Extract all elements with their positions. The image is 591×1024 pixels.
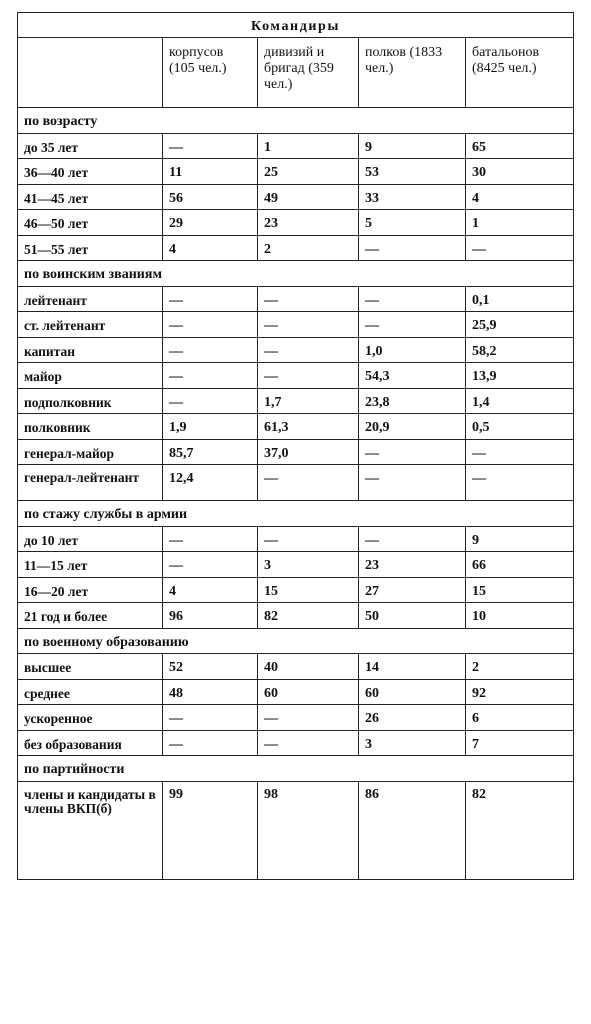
- table-row: [18, 184, 574, 210]
- table-cell: —: [466, 439, 574, 465]
- row-label: 41—45 лет: [18, 184, 163, 210]
- row-label: 51—55 лет: [18, 235, 163, 261]
- table-cell: —: [258, 337, 359, 363]
- table-row: [18, 552, 574, 578]
- table-cell: 11: [163, 159, 258, 185]
- section-row: [18, 261, 574, 287]
- row-label: 11—15 лет: [18, 552, 163, 578]
- table-cell: —: [163, 388, 258, 414]
- table-row: [18, 730, 574, 756]
- row-label: 46—50 лет: [18, 210, 163, 236]
- table-cell: 2: [258, 235, 359, 261]
- column-header: дивизий и бригад (359 чел.): [258, 38, 359, 108]
- table-cell: —: [258, 705, 359, 731]
- table-cell: 37,0: [258, 439, 359, 465]
- table-row: [18, 603, 574, 629]
- table-cell: —: [258, 363, 359, 389]
- table-cell: 9: [466, 526, 574, 552]
- table-cell: 56: [163, 184, 258, 210]
- table-cell: 6: [466, 705, 574, 731]
- table-cell: —: [359, 439, 466, 465]
- table-cell: 49: [258, 184, 359, 210]
- table-cell: 26: [359, 705, 466, 731]
- table-cell: —: [163, 526, 258, 552]
- table-row: [18, 388, 574, 414]
- row-label: среднее: [18, 679, 163, 705]
- table-row: [18, 210, 574, 236]
- table-cell: 52: [163, 654, 258, 680]
- table-cell: 3: [359, 730, 466, 756]
- table-cell: —: [163, 730, 258, 756]
- table-row: [18, 286, 574, 312]
- table-row: [18, 414, 574, 440]
- table-cell: —: [359, 465, 466, 501]
- table-cell: 7: [466, 730, 574, 756]
- table-cell: 12,4: [163, 465, 258, 501]
- table-cell: —: [466, 465, 574, 501]
- table-cell: —: [466, 235, 574, 261]
- table-cell: 66: [466, 552, 574, 578]
- table-cell: 4: [163, 577, 258, 603]
- table-cell: —: [163, 337, 258, 363]
- document-page: [17, 12, 573, 880]
- table-cell: 96: [163, 603, 258, 629]
- table-cell: 1,7: [258, 388, 359, 414]
- row-label: ст. лейтенант: [18, 312, 163, 338]
- table-cell: 15: [258, 577, 359, 603]
- section-row: [18, 628, 574, 654]
- table-cell: 30: [466, 159, 574, 185]
- section-row: [18, 108, 574, 134]
- section-title: по возрасту: [18, 108, 574, 134]
- table-cell: 86: [359, 781, 466, 879]
- table-cell: —: [163, 363, 258, 389]
- section-row: [18, 756, 574, 782]
- table-cell: 98: [258, 781, 359, 879]
- row-label: высшее: [18, 654, 163, 680]
- section-title: по воинским званиям: [18, 261, 574, 287]
- table-cell: 82: [466, 781, 574, 879]
- table-cell: 23: [359, 552, 466, 578]
- table-cell: 27: [359, 577, 466, 603]
- row-label: члены и кандидаты в члены ВКП(б): [18, 781, 163, 879]
- header-corner: [18, 38, 163, 108]
- table-cell: 1,4: [466, 388, 574, 414]
- table-cell: 92: [466, 679, 574, 705]
- column-header: корпусов (105 чел.): [163, 38, 258, 108]
- row-label: генерал-лейтенант: [18, 465, 163, 501]
- table-cell: 65: [466, 133, 574, 159]
- table-cell: 40: [258, 654, 359, 680]
- table-cell: 58,2: [466, 337, 574, 363]
- table-cell: 82: [258, 603, 359, 629]
- table-row: [18, 465, 574, 501]
- table-cell: 53: [359, 159, 466, 185]
- table-cell: —: [163, 133, 258, 159]
- table-cell: 2: [466, 654, 574, 680]
- table-cell: —: [359, 235, 466, 261]
- table-cell: 61,3: [258, 414, 359, 440]
- table-title: Командиры: [18, 13, 574, 38]
- table-cell: 13,9: [466, 363, 574, 389]
- row-label: лейтенант: [18, 286, 163, 312]
- table-cell: 10: [466, 603, 574, 629]
- table-row: [18, 235, 574, 261]
- table-cell: 48: [163, 679, 258, 705]
- row-label: 16—20 лет: [18, 577, 163, 603]
- column-header: батальонов (8425 чел.): [466, 38, 574, 108]
- table-cell: —: [359, 526, 466, 552]
- table-cell: 4: [466, 184, 574, 210]
- table-cell: 0,5: [466, 414, 574, 440]
- table-cell: —: [258, 312, 359, 338]
- title-row: [18, 13, 574, 38]
- table-cell: 25,9: [466, 312, 574, 338]
- table-row: [18, 337, 574, 363]
- row-label: ускоренное: [18, 705, 163, 731]
- table-cell: 25: [258, 159, 359, 185]
- table-cell: 33: [359, 184, 466, 210]
- row-label: капитан: [18, 337, 163, 363]
- table-cell: 1: [466, 210, 574, 236]
- section-title: по партийности: [18, 756, 574, 782]
- table-row: [18, 679, 574, 705]
- section-title: по военному образованию: [18, 628, 574, 654]
- table-cell: 29: [163, 210, 258, 236]
- column-header-row: [18, 38, 574, 108]
- table-cell: 1: [258, 133, 359, 159]
- table-row: [18, 363, 574, 389]
- row-label: полковник: [18, 414, 163, 440]
- table-cell: 14: [359, 654, 466, 680]
- table-cell: —: [258, 526, 359, 552]
- table-cell: 0,1: [466, 286, 574, 312]
- row-label: майор: [18, 363, 163, 389]
- row-label: без образования: [18, 730, 163, 756]
- section-row: [18, 501, 574, 527]
- table-cell: 15: [466, 577, 574, 603]
- table-row: [18, 312, 574, 338]
- table-cell: 54,3: [359, 363, 466, 389]
- table-cell: 50: [359, 603, 466, 629]
- table-cell: —: [359, 286, 466, 312]
- table-row: [18, 781, 574, 879]
- table-row: [18, 439, 574, 465]
- table-cell: —: [359, 312, 466, 338]
- table-cell: 3: [258, 552, 359, 578]
- table-cell: —: [163, 552, 258, 578]
- table-cell: 20,9: [359, 414, 466, 440]
- table-cell: —: [258, 730, 359, 756]
- row-label: 36—40 лет: [18, 159, 163, 185]
- table-cell: 60: [258, 679, 359, 705]
- row-label: до 10 лет: [18, 526, 163, 552]
- table-cell: —: [163, 312, 258, 338]
- table-cell: 4: [163, 235, 258, 261]
- table-cell: 1,9: [163, 414, 258, 440]
- table-cell: 1,0: [359, 337, 466, 363]
- table-cell: 23: [258, 210, 359, 236]
- table-cell: —: [258, 465, 359, 501]
- table-cell: —: [258, 286, 359, 312]
- table-cell: 85,7: [163, 439, 258, 465]
- table-cell: 9: [359, 133, 466, 159]
- table-cell: 5: [359, 210, 466, 236]
- table-cell: —: [163, 705, 258, 731]
- table-row: [18, 526, 574, 552]
- table-row: [18, 654, 574, 680]
- table-row: [18, 133, 574, 159]
- table-row: [18, 577, 574, 603]
- table-row: [18, 159, 574, 185]
- table-cell: 99: [163, 781, 258, 879]
- table-cell: —: [163, 286, 258, 312]
- column-header: полков (1833 чел.): [359, 38, 466, 108]
- table-row: [18, 705, 574, 731]
- row-label: подполковник: [18, 388, 163, 414]
- table-cell: 23,8: [359, 388, 466, 414]
- section-title: по стажу службы в армии: [18, 501, 574, 527]
- row-label: 21 год и более: [18, 603, 163, 629]
- table-cell: 60: [359, 679, 466, 705]
- commanders-table: [17, 12, 574, 880]
- row-label: генерал-майор: [18, 439, 163, 465]
- row-label: до 35 лет: [18, 133, 163, 159]
